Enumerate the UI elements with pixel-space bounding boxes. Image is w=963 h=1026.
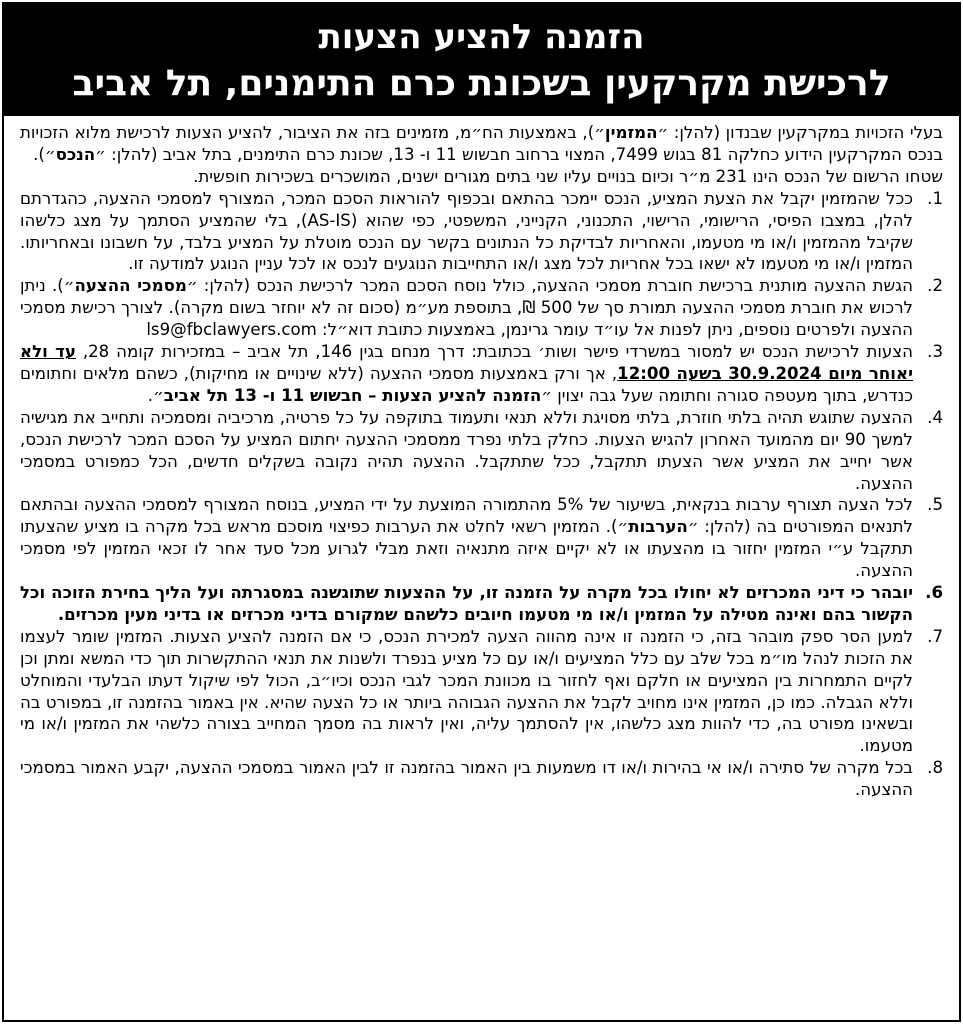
- item-text: ״). ניתן לרכוש את חוברת מסמכי ההצעה תמורת סך של 500 ₪, בתוספת מע״מ (סכום זה לא יוחזר בשום מקרה). לצורך רכישת מסמכי ההצעה ולפרטים נוספים, ניתן לפנות אל עו״ד עומר גרינמן, באמצעות כתובת דוא״ל:: [20, 276, 913, 340]
- notice-subtitle: לרכישת מקרקעין בשכונת כרם התימנים, תל אביב: [72, 63, 891, 104]
- notice-page: [2, 2, 961, 1022]
- item-text: , אך ורק באמצעות מסמכי ההצעה (ללא שינויים או מחיקות), כשהם מלאים וחתומים כנדרש, בתוך מעטפה סגורה וחתומה שעל גבה יצוין ״: [20, 363, 913, 405]
- item-text: ״). המזמין רשאי לחלט את הערבות כפיצוי מוסכם מראש בכל מקרה בו מציע שהצעתו תתקבל ע״י המזמין יחזור בו מהצעתו או לא יקיים איזה מתנאיה וזאת מבלי לגרוע מכל סעד אחר לו זכאי המזמין לפי מסמכי ההצעה.: [20, 517, 913, 581]
- list-item: [20, 494, 943, 582]
- list-item: [20, 407, 943, 495]
- list-item: [20, 275, 943, 341]
- list-item: [20, 341, 943, 407]
- item-text: לכל הצעה תצורף ערבות בנקאית, בשיעור של 5% מהתמורה המוצעת על ידי המציע, בנוסח המצורף למסמכי ההצעה ובהתאם לתנאים המפורטים בה (להלן: ״: [20, 495, 913, 537]
- notice-title: הזמנה להציע הצעות: [318, 17, 645, 57]
- item-number: 8.: [927, 758, 943, 778]
- item-text: יובהר כי דיני המכרזים לא יחולו בכל מקרה על הזמנה זו, על ההצעות שתוגשנה במסגרתה ועל הליך בחירת הזוכה וכל הקשור בהם ואינה מטילה על המזמין ו/או מי מטעמו חיובים כלשהם שמקורם בדיני מכרזים או בדיני מעין מכרזים.: [20, 583, 913, 624]
- item-text: ככל שהמזמין יקבל את הצעת המציע, הנכס יימכר בהתאם ובכפוף להוראות הסכם המכר, המצורף למסמכי ההצעה, כהגדרתם להלן, במצבו הפיסי, הרישומי, הרישוי, התכנוני, הקנייני, המשפטי, כפי שהוא (AS-IS), בלי שהמציע הסתמך על מצג כלשהו שקיבל מהמזמין ו/או מי מטעמו, והאחריות לבדיקת כל הנתונים בקשר עם הנכס מוטלת על המציע בלבד, על חשבונו ובאחריותו. המזמין ו/או מי מטעמו לא ישאו בכל אחריות לכל מצג ו/או התחייבות הנוגעים לנכס או לכל עניין הנוגע למודעה זו.: [20, 188, 913, 274]
- terms-list: [20, 188, 943, 801]
- guarantee-defined-term: הערבות: [628, 517, 688, 537]
- item-number: 4.: [927, 407, 943, 427]
- item-text: הגשת ההצעה מותנית ברכישת חוברת מסמכי ההצעה, כולל נוסח הסכם המכר לרכישת הנכס (להלן: ״: [186, 276, 913, 296]
- item-text: למען הסר ספק מובהר בזה, כי הזמנה זו אינה מהווה הצעה למכירת הנכס, כי אם הזמנה להציע הצעות. המזמין שומר לעצמו את הזכות לנהל מו״מ בכל שלב עם כלל המציעים ו/או עם כל מציע בנפרד ולשנות את תנאי ההתקשרות תוך כדי המשא ומתן וכן לקיים התמחרות בין המציעים או חלקם ואף לחזור בו מכוונת המכר לגבי הנכס וכיו״ב, הכול לפי שיקול דעתו הבלעדי והמוחלט וללא הגבלה. כמו כן, המזמין אינו מחויב לקבל את ההצעה הגבוהה ביותר או כל הצעה שהיא. אין באמור בהזמנה זו, במפורט בה ובשאינו מפורט בה, כדי להוות מצג כלשהו, אין להסתמך עליה, ואין לראות בה מסמך המחייב בצורה כלשהי את המזמין ו/או מי מטעמו.: [20, 626, 913, 756]
- list-item: [20, 582, 943, 626]
- list-item: [20, 757, 943, 801]
- item-number: 6.: [925, 583, 943, 603]
- item-text: הצעות לרכישת הנכס יש למסור במשרדי פישר ושות׳ בכתובת: דרך מנחם בגין 146, תל אביב – במזכירות קומה 28,: [75, 342, 913, 362]
- intro-text: בעלי הזכויות במקרקעין שבנדון (להלן: ״: [657, 123, 943, 142]
- item-number: 3.: [927, 342, 943, 362]
- item-text: ההצעה שתוגש תהיה בלתי חוזרת, בלתי מסויגת וללא תנאי ותעמוד בתוקפה על כל פרטיה, מרכיביה ומסמכיה ותחייב את מגישיה למשך 90 יום מהמועד האחרון להגיש הצעות. כחלק בלתי נפרד ממסמכי ההצעה יחתום המציע על הסכם המכר לרכישת הנכס, אשר יחייב את המציע אשר הצעתו תתקבל, ככל שתתקבל. ההצעה תהיה נקובה בשקלים חדשים, הכל כמפורט במסמכי ההצעה.: [20, 407, 913, 493]
- item-text: בכל מקרה של סתירה ו/או אי בהירות ו/או דו משמעות בין האמור בהזמנה זו לבין האמור במסמכי ההצעה, יקבע האמור במסמכי ההצעה.: [20, 758, 913, 800]
- item-number: 1.: [927, 188, 943, 208]
- owner-defined-term: המזמין: [604, 123, 658, 142]
- area-paragraph: שטחו הרשום של הנכס הינו 231 מ״ר וכיום בנויים עליו שני בתים מגורים ישנים, המושכרים בשכירות חופשית.: [193, 166, 943, 186]
- item-number: 5.: [927, 495, 943, 515]
- property-defined-term: הנכס: [55, 144, 96, 164]
- notice-header: [4, 4, 959, 116]
- item-number: 7.: [927, 626, 943, 646]
- list-item: [20, 188, 943, 276]
- list-item: [20, 626, 943, 757]
- intro-text: ״).: [33, 144, 56, 164]
- item-text: ״.: [147, 385, 164, 405]
- intro-paragraph: [20, 122, 943, 166]
- documents-defined-term: מסמכי ההצעה: [74, 276, 187, 296]
- deadline-text: עד ולא יאוחר מיום 30.9.2024 בשעה 12:00: [20, 342, 913, 383]
- intro-text: ״), באמצעות הח״מ, מזמינים בזה את הציבור, להציע הצעות לרכישת מלוא הזכויות בנכס המקרקעין הידוע כחלקה 81 בגוש 7499, המצוי ברחוב חבשוש 11 ו- 13, שכונת כרם התימנים, בתל אביב (להלן: ״: [20, 123, 943, 164]
- notice-body: [4, 116, 959, 801]
- envelope-label: הזמנה להציע הצעות – חבשוש 11 ו- 13 תל אביב: [163, 385, 542, 405]
- contact-email-link[interactable]: ls9@fbclawyers.com: [146, 320, 317, 340]
- item-number: 2.: [927, 276, 943, 296]
